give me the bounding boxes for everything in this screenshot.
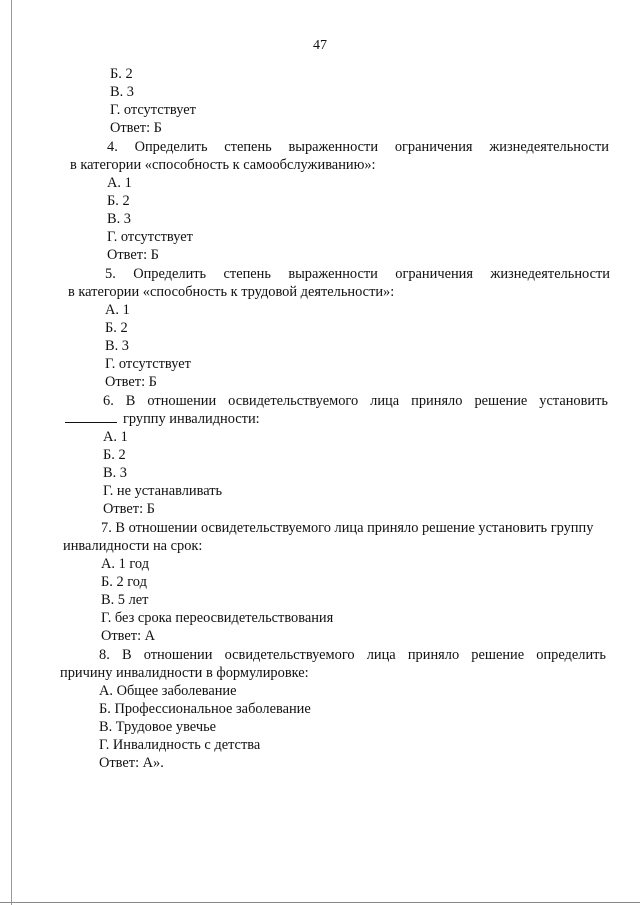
q6-answer: Ответ: Б	[103, 501, 155, 517]
q5-option-g: Г. отсутствует	[105, 356, 191, 372]
q4-option-b: Б. 2	[107, 193, 130, 209]
q4-option-g: Г. отсутствует	[107, 229, 193, 245]
q8-option-v: В. Трудовое увечье	[99, 719, 217, 735]
q4-option-v: В. 3	[107, 211, 131, 227]
q6-option-v: В. 3	[103, 465, 127, 481]
q6-option-g: Г. не устанавливать	[103, 483, 223, 499]
q4-answer: Ответ: Б	[107, 247, 159, 263]
q3-option-b: Б. 2	[110, 66, 133, 82]
q5-word: Определить	[133, 266, 207, 282]
q4-word: жизнедеятельности	[489, 139, 609, 155]
q6-word: 6.	[103, 393, 114, 409]
q4-question-line2: в категории «способность к самообслуживанию»:	[70, 157, 376, 173]
q4-word: степень	[224, 139, 272, 155]
q6-option-b: Б. 2	[103, 447, 126, 463]
q8-word: В	[121, 647, 132, 663]
q7-answer: Ответ: А	[101, 628, 156, 644]
q3-option-v: В. 3	[110, 84, 134, 100]
q4-word: 4.	[107, 139, 118, 155]
q6-word: освидетельствуемого	[228, 393, 359, 409]
q6-option-a: А. 1	[103, 429, 128, 445]
q4-word: ограничения	[394, 139, 473, 155]
q8-word: приняло	[407, 647, 460, 663]
q4-option-a: А. 1	[107, 175, 132, 191]
q8-word: отношении	[143, 647, 213, 663]
q3-answer: Ответ: Б	[110, 120, 162, 136]
q7-option-b: Б. 2 год	[101, 574, 147, 590]
q6-question-line1	[103, 393, 608, 409]
q6-question-line2	[65, 411, 260, 427]
q5-word: ограничения	[395, 266, 473, 282]
q8-word: решение	[471, 647, 525, 663]
q4-word: Определить	[134, 139, 208, 155]
q4-question-line1	[107, 139, 609, 155]
q8-word: определить	[536, 647, 606, 663]
q8-option-b: Б. Профессиональное заболевание	[99, 701, 311, 717]
q5-option-b: Б. 2	[105, 320, 128, 336]
page-bottom-edge	[0, 902, 640, 903]
q7-question-line2: инвалидности на срок:	[63, 538, 203, 554]
q6-word: отношении	[147, 393, 217, 409]
q5-word: выраженности	[288, 266, 378, 282]
q5-option-v: В. 3	[105, 338, 129, 354]
q8-word: 8.	[99, 647, 110, 663]
q8-option-a: А. Общее заболевание	[99, 683, 237, 699]
q6-line2-text: группу инвалидности:	[123, 411, 260, 427]
q6-word: приняло	[411, 393, 463, 409]
q7-option-v: В. 5 лет	[101, 592, 149, 608]
q5-answer: Ответ: Б	[105, 374, 157, 390]
q6-word: установить	[539, 393, 608, 409]
fill-in-blank	[65, 412, 117, 423]
q4-word: выраженности	[288, 139, 379, 155]
q6-word: В	[125, 393, 136, 409]
q8-question-line2: причину инвалидности в формулировке:	[60, 665, 309, 681]
q8-answer: Ответ: А».	[99, 755, 164, 771]
q5-word: 5.	[105, 266, 116, 282]
q5-option-a: А. 1	[105, 302, 130, 318]
q7-option-a: А. 1 год	[101, 556, 150, 572]
q8-option-g: Г. Инвалидность с детства	[99, 737, 261, 753]
q6-word: лица	[370, 393, 400, 409]
q7-option-g: Г. без срока переосвидетельствования	[101, 610, 334, 626]
q8-word: лица	[366, 647, 396, 663]
q3-option-g: Г. отсутствует	[110, 102, 196, 118]
q5-word: степень	[223, 266, 271, 282]
page-left-edge	[11, 0, 12, 905]
q7-question-line1: 7. В отношении освидетельствуемого лица приняло решение установить группу	[101, 520, 594, 536]
q6-word: решение	[474, 393, 528, 409]
page-number: 47	[313, 38, 327, 53]
q5-question-line2: в категории «способность к трудовой деятельности»:	[68, 284, 395, 300]
q8-word: освидетельствуемого	[224, 647, 355, 663]
q5-question-line1	[105, 266, 610, 282]
q8-question-line1	[99, 647, 606, 663]
q5-word: жизнедеятельности	[490, 266, 610, 282]
